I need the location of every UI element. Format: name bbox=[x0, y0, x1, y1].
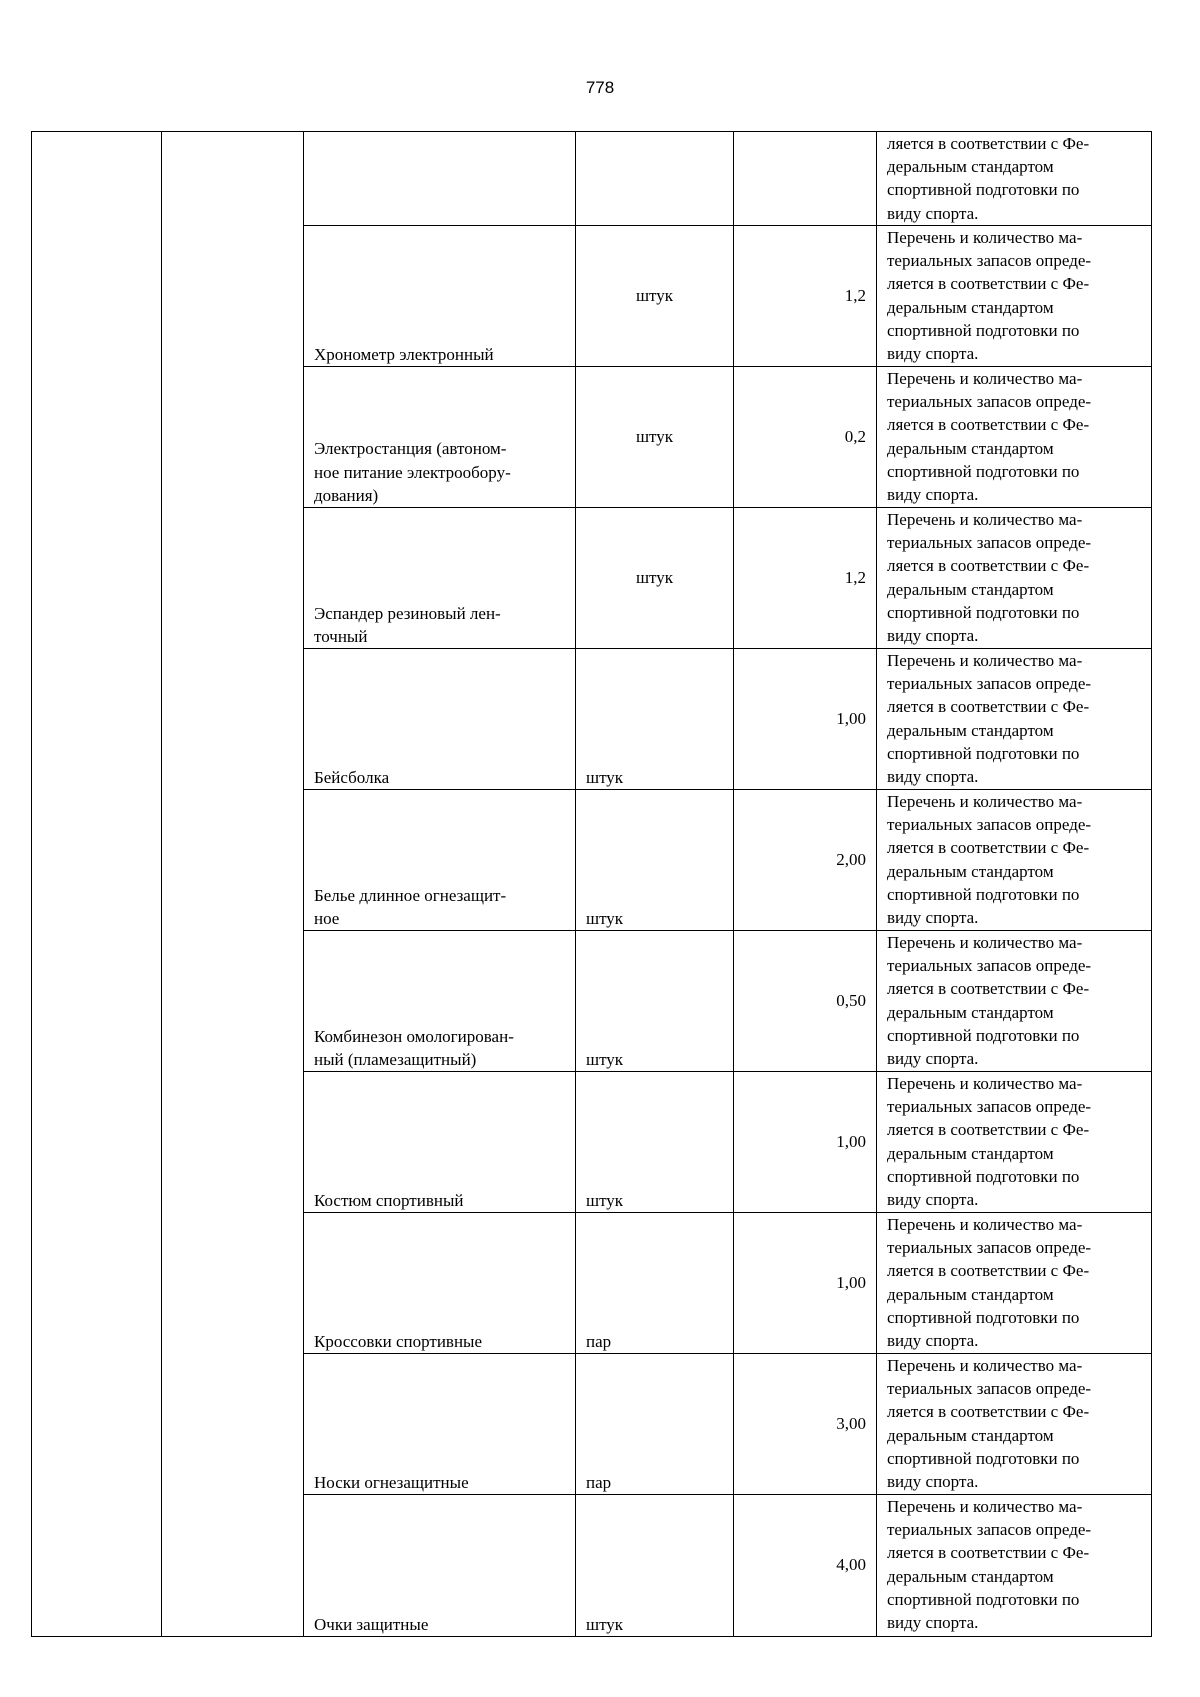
unit-label: пар bbox=[586, 1472, 612, 1492]
item-name-cell bbox=[304, 132, 576, 226]
note-cell bbox=[877, 649, 1152, 790]
note-text: Перечень и количество ма- териальных запасов опреде- ляется в соответствии с Фе- деральным стандартом спортивной подготовки по виду спорта. bbox=[887, 1215, 1092, 1351]
item-name: Носки огнезащитные bbox=[314, 1472, 469, 1492]
unit-label: штук bbox=[586, 1049, 624, 1069]
quantity-value: 2,00 bbox=[836, 850, 866, 869]
quantity-cell bbox=[734, 1072, 877, 1213]
quantity-value: 1,2 bbox=[844, 568, 866, 587]
note-text: Перечень и количество ма- териальных запасов опреде- ляется в соответствии с Фе- деральным стандартом спортивной подготовки по виду спорта. bbox=[887, 933, 1092, 1069]
unit-cell bbox=[576, 649, 734, 790]
unit-cell bbox=[576, 132, 734, 226]
item-name: Костюм спортивный bbox=[314, 1190, 464, 1210]
note-cell bbox=[877, 226, 1152, 367]
item-name-cell bbox=[304, 367, 576, 508]
note-cell bbox=[877, 1213, 1152, 1354]
table-row-continuation bbox=[32, 132, 1152, 226]
note-text: Перечень и количество ма- териальных запасов опреде- ляется в соответствии с Фе- деральным стандартом спортивной подготовки по виду спорта. bbox=[887, 1497, 1092, 1633]
quantity-cell bbox=[734, 367, 877, 508]
note-cell bbox=[877, 367, 1152, 508]
quantity-value: 1,00 bbox=[836, 709, 866, 728]
quantity-cell bbox=[734, 1213, 877, 1354]
quantity-cell bbox=[734, 132, 877, 226]
note-cell bbox=[877, 1495, 1152, 1637]
note-text: Перечень и количество ма- териальных запасов опреде- ляется в соответствии с Фе- деральным стандартом спортивной подготовки по виду спорта. bbox=[887, 228, 1092, 364]
quantity-cell bbox=[734, 508, 877, 649]
note-text: Перечень и количество ма- териальных запасов опреде- ляется в соответствии с Фе- деральным стандартом спортивной подготовки по виду спорта. bbox=[887, 651, 1092, 787]
item-name: Белье длинное огнезащит- ное bbox=[314, 885, 507, 928]
unit-label: штук bbox=[635, 286, 674, 305]
quantity-value: 4,00 bbox=[836, 1555, 866, 1574]
item-name: Очки защитные bbox=[314, 1614, 429, 1634]
note-text: Перечень и количество ма- териальных запасов опреде- ляется в соответствии с Фе- деральным стандартом спортивной подготовки по виду спорта. bbox=[887, 1074, 1092, 1210]
unit-label: пар bbox=[586, 1331, 612, 1351]
unit-label: штук bbox=[586, 767, 624, 787]
unit-cell bbox=[576, 1495, 734, 1637]
item-name: Комбинезон омологирован- ный (пламезащитный) bbox=[314, 1026, 514, 1069]
item-name-cell bbox=[304, 1495, 576, 1637]
item-name-cell bbox=[304, 649, 576, 790]
item-name: Бейсболка bbox=[314, 767, 390, 787]
item-name: Эспандер резиновый лен- точный bbox=[314, 603, 501, 646]
note-cell bbox=[877, 931, 1152, 1072]
unit-cell bbox=[576, 1072, 734, 1213]
note-cell bbox=[877, 790, 1152, 931]
note-cell bbox=[877, 1072, 1152, 1213]
quantity-value: 3,00 bbox=[836, 1414, 866, 1433]
unit-label: штук bbox=[635, 427, 674, 446]
quantity-cell bbox=[734, 649, 877, 790]
unit-cell bbox=[576, 508, 734, 649]
note-cell bbox=[877, 508, 1152, 649]
note-text: Перечень и количество ма- териальных запасов опреде- ляется в соответствии с Фе- деральным стандартом спортивной подготовки по виду спорта. bbox=[887, 792, 1092, 928]
item-name-cell bbox=[304, 1354, 576, 1495]
unit-cell bbox=[576, 367, 734, 508]
merged-cell-category bbox=[162, 132, 304, 1637]
note-text: Перечень и количество ма- териальных запасов опреде- ляется в соответствии с Фе- деральным стандартом спортивной подготовки по виду спорта. bbox=[887, 510, 1092, 646]
item-name-cell bbox=[304, 1213, 576, 1354]
quantity-value: 1,00 bbox=[836, 1273, 866, 1292]
item-name-cell bbox=[304, 508, 576, 649]
unit-cell bbox=[576, 790, 734, 931]
unit-label: штук bbox=[586, 1190, 624, 1210]
note-cell bbox=[877, 1354, 1152, 1495]
quantity-cell bbox=[734, 1354, 877, 1495]
item-name-cell bbox=[304, 790, 576, 931]
unit-cell bbox=[576, 931, 734, 1072]
item-name: Кроссовки спортивные bbox=[314, 1331, 483, 1351]
table-body bbox=[32, 132, 1152, 1637]
merged-cell-number bbox=[32, 132, 162, 1637]
quantity-value: 0,2 bbox=[844, 427, 866, 446]
unit-label: штук bbox=[586, 908, 624, 928]
quantity-value: 0,50 bbox=[836, 991, 866, 1010]
item-name-cell bbox=[304, 226, 576, 367]
unit-label: штук bbox=[586, 1614, 624, 1634]
quantity-cell bbox=[734, 790, 877, 931]
quantity-cell bbox=[734, 931, 877, 1072]
quantity-value: 1,2 bbox=[844, 286, 866, 305]
item-name: Электростанция (автоном- ное питание электрообору- дования) bbox=[314, 439, 511, 505]
equipment-table bbox=[31, 131, 1152, 1637]
quantity-value: 1,00 bbox=[836, 1132, 866, 1151]
item-name-cell bbox=[304, 931, 576, 1072]
unit-cell bbox=[576, 226, 734, 367]
quantity-cell bbox=[734, 226, 877, 367]
unit-cell bbox=[576, 1213, 734, 1354]
unit-label: штук bbox=[635, 568, 674, 587]
unit-cell bbox=[576, 1354, 734, 1495]
note-text: Перечень и количество ма- териальных запасов опреде- ляется в соответствии с Фе- деральным стандартом спортивной подготовки по виду спорта. bbox=[887, 369, 1092, 505]
page-number: 778 bbox=[585, 78, 615, 97]
item-name: Хронометр электронный bbox=[314, 344, 494, 364]
continued-note: ляется в соответствии с Фе- деральным стандартом спортивной подготовки по виду спорта. bbox=[887, 134, 1090, 223]
note-cell bbox=[877, 132, 1152, 226]
note-text: Перечень и количество ма- териальных запасов опреде- ляется в соответствии с Фе- деральным стандартом спортивной подготовки по виду спорта. bbox=[887, 1356, 1092, 1492]
item-name-cell bbox=[304, 1072, 576, 1213]
quantity-cell bbox=[734, 1495, 877, 1637]
